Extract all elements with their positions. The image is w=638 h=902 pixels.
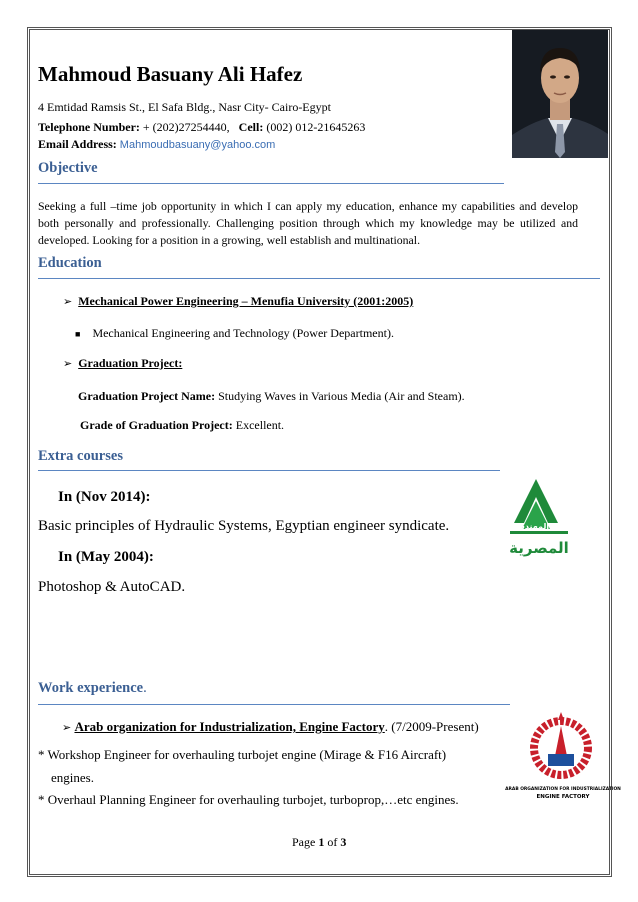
page-number — [292, 835, 346, 850]
project-name-label: Graduation Project Name: — [78, 389, 216, 403]
employer-line — [62, 719, 479, 735]
page-current: 1 — [318, 835, 325, 849]
email-label: Email Address: — [38, 137, 117, 151]
education-rule — [38, 278, 600, 279]
arrow-bullet-icon: ➢ — [63, 296, 73, 308]
project-heading-item — [63, 356, 182, 371]
project-name-line — [78, 389, 465, 404]
extra-courses-rule — [38, 470, 500, 471]
project-grade-line — [80, 418, 284, 433]
duty-line-continued: engines. — [51, 770, 94, 785]
degree-item — [63, 294, 413, 309]
major-item — [75, 326, 394, 341]
syndicate-logo-text-top: نقابة المهندسين — [506, 522, 572, 531]
arrow-bullet-icon: ➢ — [63, 358, 73, 370]
cell-value: (002) 012-21645263 — [263, 120, 366, 134]
employer-period: . (7/2009-Present) — [384, 719, 479, 734]
syndicate-logo — [508, 477, 570, 569]
telephone-label: Telephone Number: — [38, 120, 140, 134]
course-date: In (May 2004): — [58, 549, 154, 565]
project-name-value: Studying Waves in Various Media (Air and Steam). — [215, 389, 465, 403]
work-heading-dot: . — [143, 680, 147, 696]
email-link[interactable]: Mahmoudbasuany@yahoo.com — [119, 139, 276, 151]
work-heading — [38, 680, 147, 697]
aoi-caption-2: ENGINE FACTORY — [536, 794, 590, 800]
grade-value: Excellent. — [232, 418, 285, 432]
education-heading: Education — [38, 255, 102, 271]
major-text: Mechanical Engineering and Technology (Power Department). — [92, 326, 394, 340]
arrow-bullet-icon: ➢ — [62, 722, 72, 734]
aoi-logo — [505, 708, 621, 804]
telephone-value: + (202)27254440, — [139, 120, 230, 134]
square-bullet-icon: ■ — [75, 329, 81, 339]
course-text: Basic principles of Hydraulic Systems, Egyptian engineer syndicate. — [38, 518, 450, 534]
email-line — [38, 137, 275, 152]
grade-label: Grade of Graduation Project: — [80, 418, 233, 432]
objective-heading: Objective — [38, 160, 98, 176]
objective-rule — [38, 183, 504, 184]
syndicate-logo-text-bottom: المصرية — [509, 539, 569, 557]
cell-label: Cell: — [238, 120, 264, 134]
candidate-name: Mahmoud Basuany Ali Hafez — [38, 62, 303, 86]
employer-name: Arab organization for Industrialization, Engine Factory — [74, 719, 385, 734]
course-text: Photoshop & AutoCAD. — [38, 579, 186, 595]
project-heading: Graduation Project: — [78, 356, 183, 370]
aoi-caption-1: ARAB ORGANIZATION FOR INDUSTRIALIZATION — [505, 787, 621, 792]
page-total: 3 — [340, 835, 347, 849]
work-heading-text: Work experience — [38, 680, 144, 696]
extra-courses-heading: Extra courses — [38, 448, 123, 464]
work-rule — [38, 704, 510, 705]
objective-text: Seeking a full –time job opportunity in which I can apply my education, enhance my capabilities and develop both personally and professionally. Challenging position through which my knowledge may be utilized and developed. Looking for a position in a growing, well establish and multinational. — [38, 199, 578, 247]
profile-photo — [512, 30, 608, 158]
course-date: In (Nov 2014): — [58, 489, 151, 505]
duty-line: * Overhaul Planning Engineer for overhauling turbojet, turboprop,…etc engines. — [38, 792, 459, 807]
degree-text: Mechanical Power Engineering – Menufia University (2001:2005) — [78, 294, 414, 308]
page-of: of — [324, 835, 341, 849]
page-word: Page — [292, 835, 319, 849]
duty-line: * Workshop Engineer for overhauling turbojet engine (Mirage & F16 Aircraft) — [38, 747, 447, 762]
contact-phones — [38, 120, 365, 135]
address: 4 Emtidad Ramsis St., El Safa Bldg., Nasr City- Cairo-Egypt — [38, 100, 331, 114]
